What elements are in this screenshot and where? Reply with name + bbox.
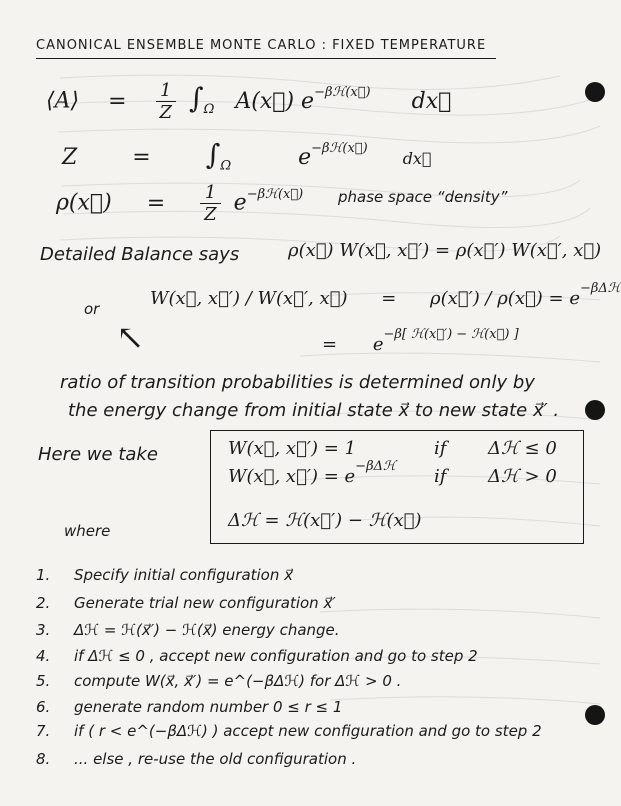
where-label: where <box>64 522 111 540</box>
step-3-text: Δℋ = ℋ(x⃗′) − ℋ(x⃗) energy change. <box>74 621 340 639</box>
rule-row-2 <box>228 459 557 487</box>
density-body: e <box>233 190 247 216</box>
balance-second-line <box>322 327 519 355</box>
partition-body: e <box>298 145 312 170</box>
partition-integral: ∫ <box>205 138 221 171</box>
step-5-number: 5. <box>36 672 51 690</box>
balance-ratio-eq: = <box>381 288 397 309</box>
step-2-text: Generate trial new configuration x⃗′ <box>74 594 336 612</box>
page-title: CANONICAL ENSEMBLE MONTE CARLO : FIXED TEMPERATURE <box>36 38 487 53</box>
balance-rho-ratio: ρ(x⃗′) / ρ(x⃗) = e <box>430 288 580 309</box>
step-8-number: 8. <box>36 750 51 768</box>
step-6 <box>36 698 342 716</box>
step-1 <box>36 566 293 584</box>
partition-exponent: −βℋ(x⃗) <box>311 141 368 156</box>
density-equation <box>56 182 303 225</box>
rule-row-1-if: if <box>434 438 447 459</box>
density-exponent: −βℋ(x⃗) <box>246 186 304 202</box>
step-5-text: compute W(x⃗, x⃗′) = e^(−βΔℋ) for Δℋ > 0 . <box>74 672 402 690</box>
average-frac-num: 1 <box>156 80 177 102</box>
step-7 <box>36 722 542 740</box>
average-equation <box>46 80 451 123</box>
step-6-text: generate random number 0 ≤ r ≤ 1 <box>74 698 343 716</box>
step-6-number: 6. <box>36 698 51 716</box>
balance-label: Detailed Balance says <box>40 244 240 265</box>
binder-hole-top <box>585 82 605 102</box>
rule-row-1-cond: Δℋ ≤ 0 <box>488 438 557 459</box>
step-1-number: 1. <box>36 566 51 584</box>
rule-row-2-exponent: −βΔℋ <box>355 459 396 474</box>
balance-ratio-line <box>150 281 621 309</box>
average-fraction <box>156 80 177 123</box>
partition-domain: Ω <box>220 158 232 174</box>
rule-row-1-lhs: W(x⃗, x⃗′) = 1 <box>228 438 356 459</box>
density-eq-sign: = <box>146 190 166 216</box>
step-4-text: if Δℋ ≤ 0 , accept new configuration and go to step 2 <box>74 647 478 665</box>
rule-row-2-cond: Δℋ > 0 <box>488 466 557 487</box>
balance-ratio: W(x⃗, x⃗′) / W(x⃗′, x⃗) <box>150 288 348 309</box>
step-2 <box>36 594 336 612</box>
rule-row-2-lhs: W(x⃗, x⃗′) = e <box>228 466 356 487</box>
rule-row-2-if: if <box>434 466 447 487</box>
step-5 <box>36 672 401 690</box>
step-3-number: 3. <box>36 621 51 639</box>
density-lhs: ρ(x⃗) <box>56 190 112 216</box>
average-body: A(x⃗) e <box>235 88 315 114</box>
density-frac-num: 1 <box>200 182 221 204</box>
balance-rho-exponent: −βΔℋ <box>579 281 621 296</box>
step-8-text: ... else , re-use the old configuration . <box>74 750 357 768</box>
average-integral: ∫ <box>189 81 204 115</box>
step-8 <box>36 750 356 768</box>
note-line-1: ratio of transition probabilities is determined only by <box>60 372 535 393</box>
step-2-number: 2. <box>36 594 51 612</box>
average-domain: Ω <box>203 101 215 117</box>
pointer-arrow: ↖ <box>116 318 145 358</box>
average-lhs: ⟨A⟩ <box>46 88 80 114</box>
partition-eq-sign: = <box>132 145 151 170</box>
rule-row-3: Δℋ = ℋ(x⃗′) − ℋ(x⃗) <box>228 510 422 531</box>
step-7-text: if ( r < e^(−βΔℋ) ) accept new configuration and go to step 2 <box>74 722 542 740</box>
step-1-text: Specify initial configuration x⃗ <box>74 566 294 584</box>
balance-second-eq: = <box>322 334 338 355</box>
balance-or: or <box>84 300 100 318</box>
density-frac-den: Z <box>204 204 217 225</box>
density-fraction <box>200 182 221 225</box>
partition-dx: dx⃗ <box>402 149 432 168</box>
balance-equation: ρ(x⃗) W(x⃗, x⃗′) = ρ(x⃗′) W(x⃗′, x⃗) <box>288 240 602 261</box>
binder-hole-middle <box>585 400 605 420</box>
balance-second-body: e <box>372 334 384 355</box>
title-underline <box>36 58 496 59</box>
binder-hole-bottom <box>585 705 605 725</box>
step-3 <box>36 621 340 639</box>
rule-row-1 <box>228 438 557 459</box>
step-4 <box>36 647 478 665</box>
average-frac-den: Z <box>159 102 173 123</box>
here-we-take-label: Here we take <box>38 444 158 465</box>
partition-equation <box>62 138 432 173</box>
average-exponent: −βℋ(x⃗) <box>314 84 371 100</box>
step-4-number: 4. <box>36 647 51 665</box>
balance-second-exponent: −β[ ℋ(x⃗′) − ℋ(x⃗) ] <box>383 327 519 342</box>
average-dx: dx⃗ <box>411 88 452 114</box>
step-7-number: 7. <box>36 722 51 740</box>
average-eq-sign: = <box>108 88 127 114</box>
note-line-2: the energy change from initial state x⃗ to new state x⃗′ . <box>68 400 560 421</box>
density-note: phase space “density” <box>338 188 508 206</box>
partition-lhs: Z <box>62 145 78 170</box>
